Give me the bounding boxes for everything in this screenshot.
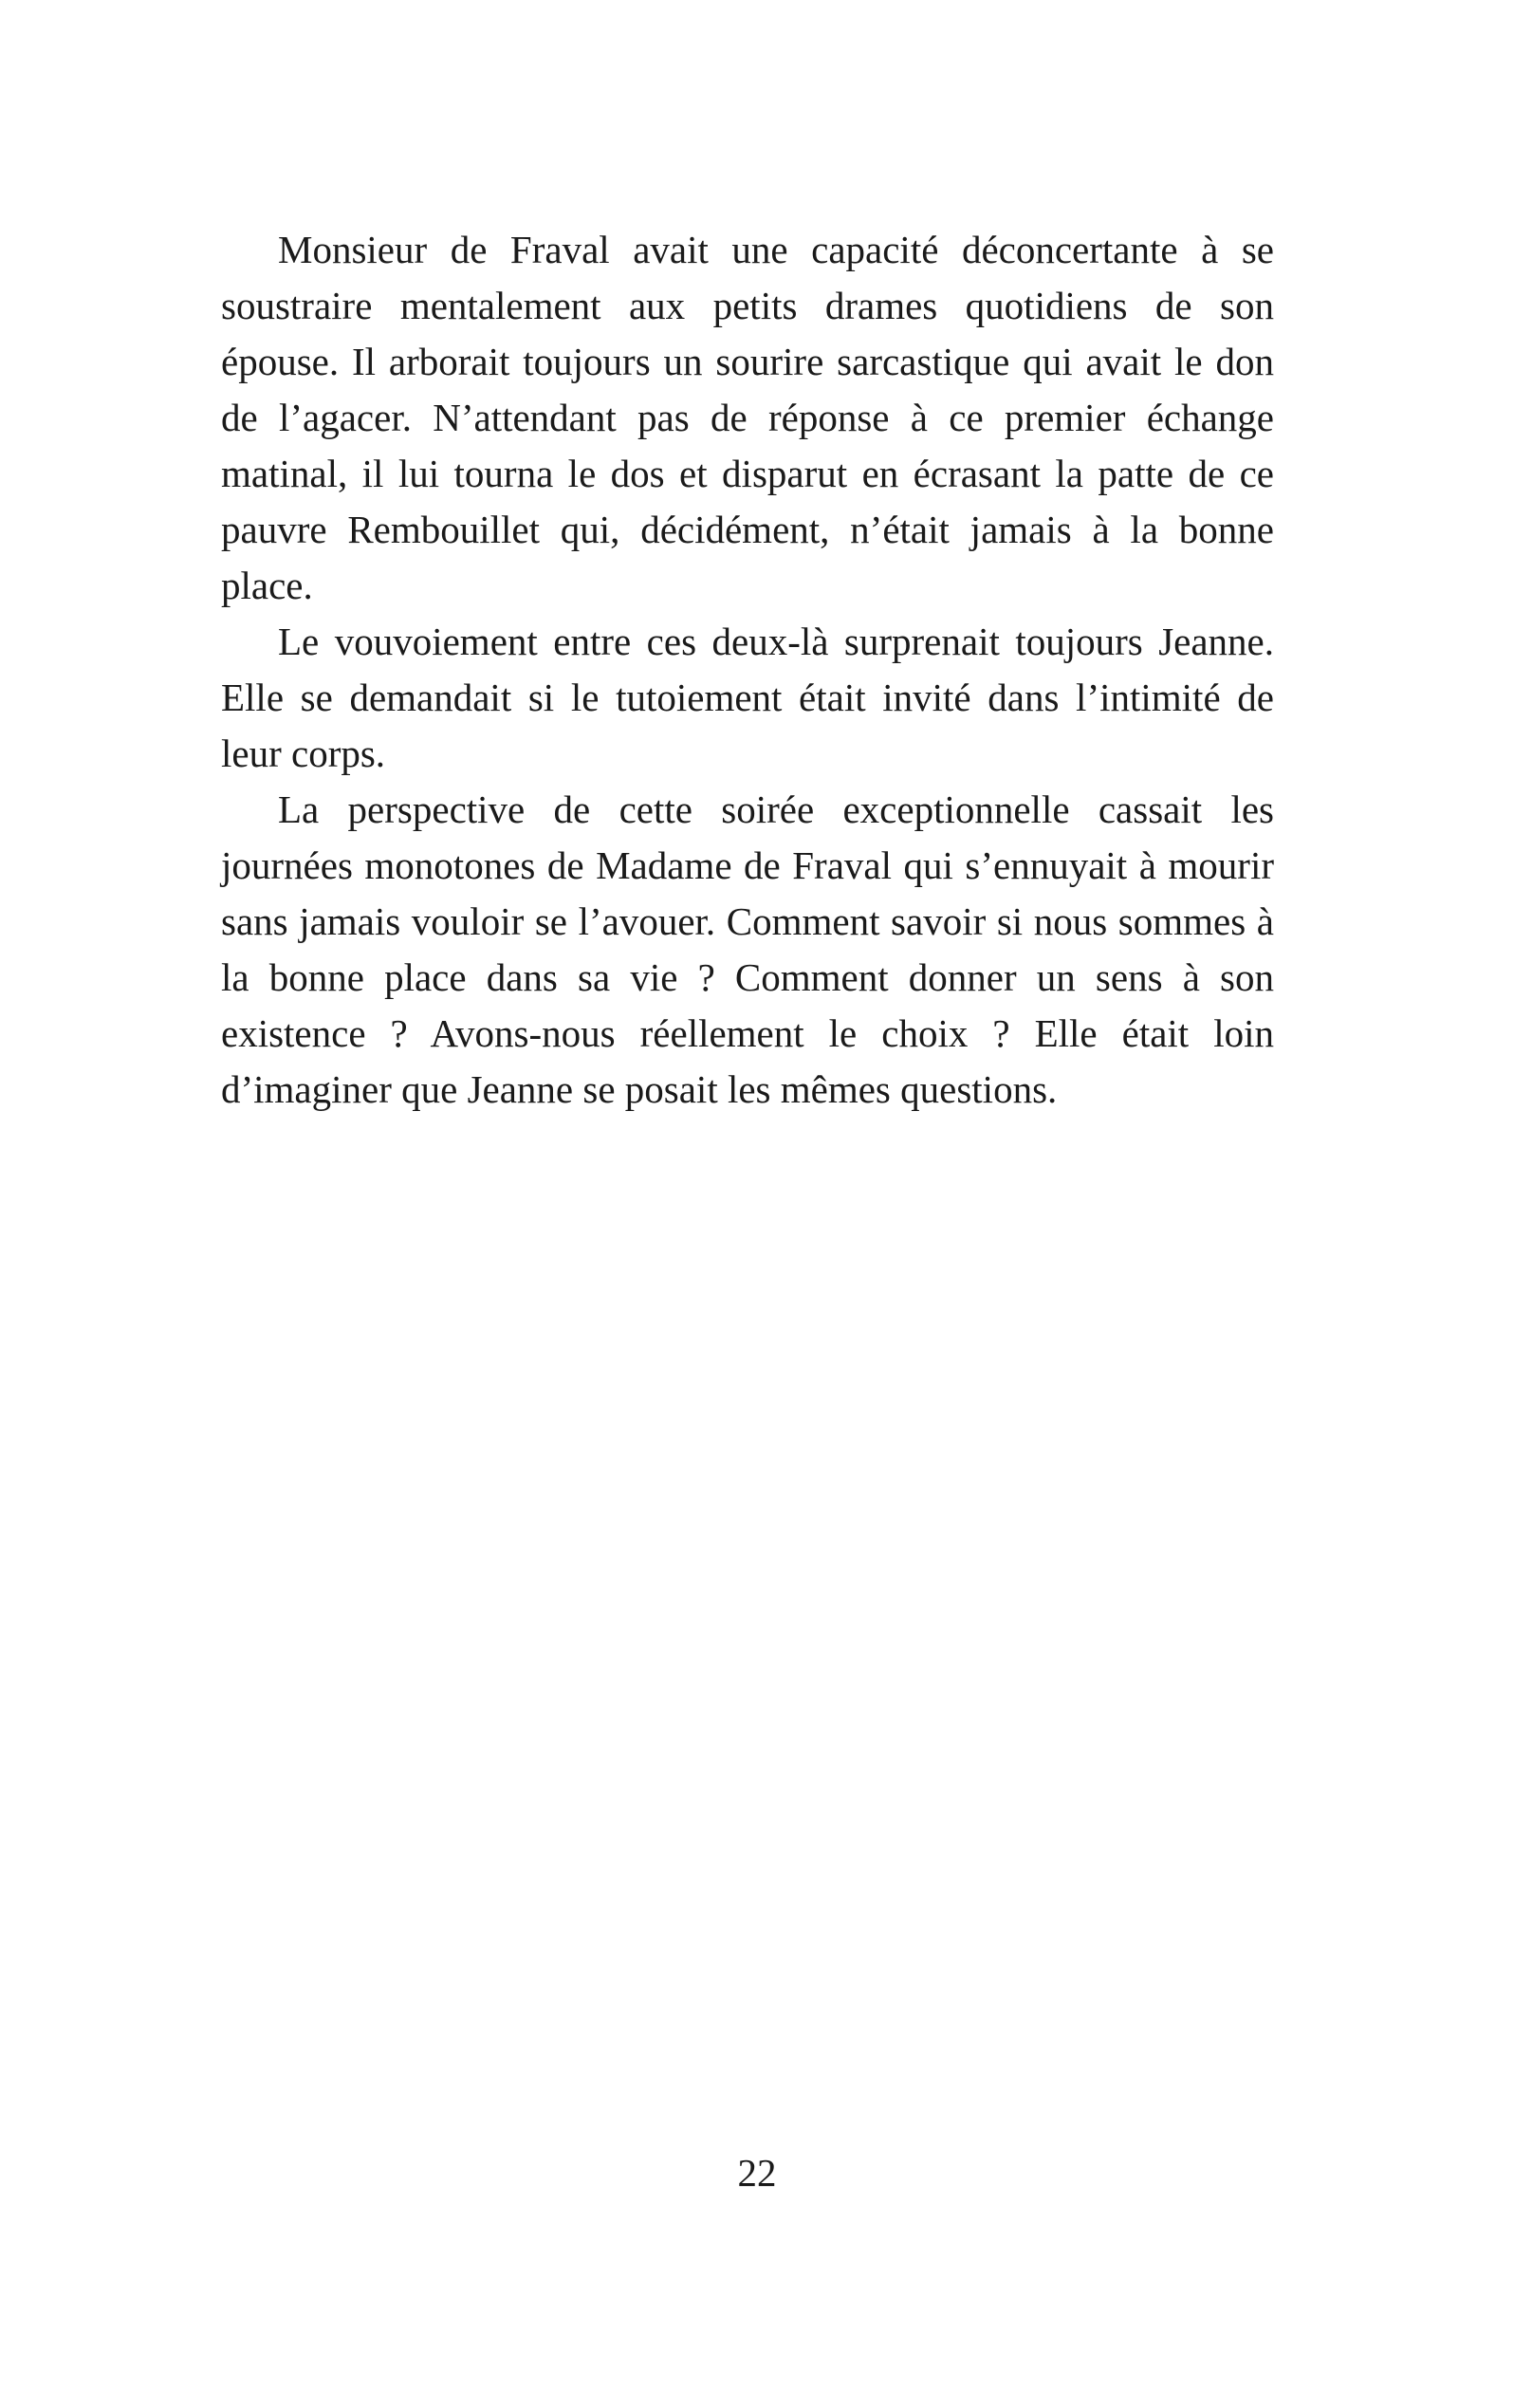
- body-text: [221, 222, 1274, 1118]
- paragraph-1: Monsieur de Fraval avait une capacité déconcertante à se soustraire mentalement aux petits drames quotidiens de son épouse. Il arborait toujours un sourire sarcastique qui avait le don de l’agacer. N’attendant pas de réponse à ce premier échange matinal, il lui tourna le dos et disparut en écrasant la patte de ce pauvre Rembouillet qui, décidément, n’était jamais à la bonne place.: [221, 228, 1274, 607]
- paragraph-3: La perspective de cette soirée exceptionnelle cassait les journées monotones de Madame de Fraval qui s’ennuyait à mourir sans jamais vouloir se l’avouer. Comment savoir si nous sommes à la bonne place dans sa vie ? Comment donner un sens à son existence ? Avons-nous réellement le choix ? Elle était loin d’imaginer que Jeanne se posait les mêmes questions.: [221, 787, 1274, 1111]
- page-number: 22: [737, 2151, 777, 2195]
- paragraph-2: Le vouvoiement entre ces deux-là surprenait toujours Jeanne. Elle se demandait si le tutoiement était invité dans l’intimité de leur corps.: [221, 620, 1274, 775]
